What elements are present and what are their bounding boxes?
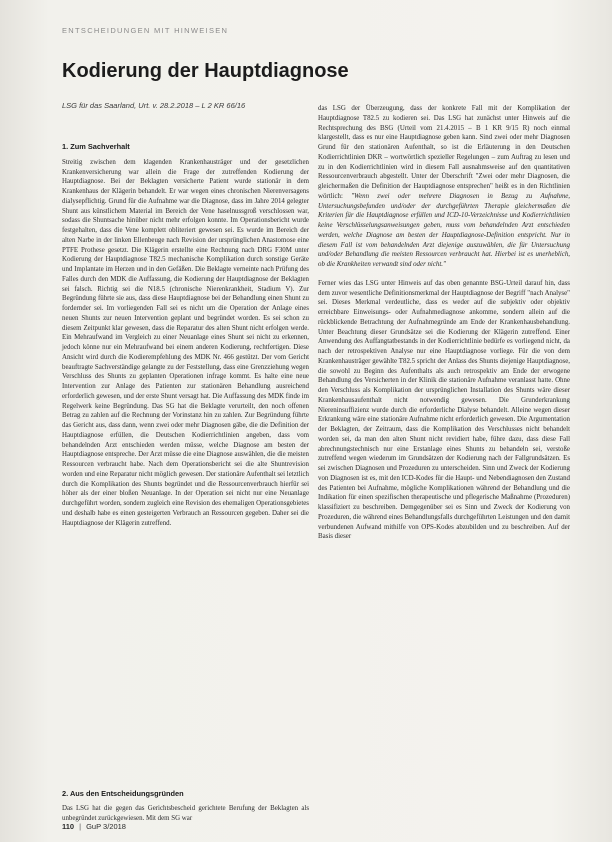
body-text: das LSG der Überzeugung, dass der konkrete Fall mit der Komplikation der Hauptdiagnose T82.5 zu kodieren sei. Das LSG hat zunächst unter Hinweis auf die Rechtsprechung des BSG (Urteil vom 21.4.2015 – B 1 KR 9/15 R) noch einmal klargestellt, dass es nur eine Hauptdiagnose geben kann. Sind zwei oder mehr Diagnosen Grund für den stationären Aufenthalt, so ist die Erläuterung in den Deutschen Kodierrichtlinien DKR – wortwörtlich spezieller Regelungen – zum Auftrag zu lesen und zu in den Kodierrichtlinien wird in diesem Fall ausnahmsweise auf den quantitativen Ressourcenverbrauch abgestellt. Unter der Überschrift "Zwei oder mehr Diagnosen, die gleichermaßen die Definition der Hauptdiagnose entsprechen" heißt es in den Richtlinien wörtlich: <box>318 105 570 200</box>
paragraph-spacer <box>318 270 570 279</box>
footer-separator: | <box>79 822 82 831</box>
left-column <box>62 142 309 528</box>
case-citation: LSG für das Saarland, Urt. v. 28.2.2018 – L 2 KR 66/16 <box>62 101 246 110</box>
body-paragraph <box>318 104 570 270</box>
body-paragraph: Ferner wies das LSG unter Hinweis auf das oben genannte BSG-Urteil darauf hin, dass dem zuvor wesentliche Definitionsmerkmal der Hauptdiagnose der Begriff "nach Analyse" sei. Dieses Merkmal verdeutliche, dass es weder auf die subjektiv oder objektiv erreichbare Einweisungs- oder Aufnahmediagnose ankomme, sondern allein auf die rückblickende Betrachtung der Aufnahmegründe am Ende der Krankenhausbehandlung. Unter Beachtung dieser Grundsätze sei die Kodierung der Klägerin zutreffend. Einer Anwendung des Auffangtatbestands in der Kodierrichtlinie bedürfe es vorliegend nicht, da nach der retrospektiven Analyse nur eine Hauptdiagnose vorliege. Für die von dem Krankenhausträger gewählte T82.5 spricht der Anlass des Shunts diejenige Hauptdiagnose, die sowohl zu Beginn des Aufenthalts als auch retrospektiv am Ende der erwogene Behandlung des Versicherten in der Klinik die stationäre Aufnahme veranlasst hatte. Ohne den Verschluss als Komplikation der ursprünglichen Installation des Shunts wäre dieser Krankenhausaufenthalt nicht notwendig gewesen. Die Grunderkrankung Niereninsuffizienz wurde durch die erforderliche Dialyse behandelt. Alleine wegen dieser Erkrankung wäre eine stationäre Aufnahme nicht erforderlich gewesen. Die Argumentation der Beklagten, der Zeitraum, dass die Komplikation des Verschlusses nicht behandelt worden sei, da man den alten Shunt nicht revidiert habe, führe dazu, dass diese Fall abrechnungstechnisch nur eine Erstanlage eines Shunts zu behandeln sei, verstoße zutreffend wegen wiederum im Grundsätzen der Kodierung nach der Fallgrundsätzen. Es sei zwischen Diagnosen und Prozeduren zu unterscheiden. Sinn und Zweck der Kodierung von Diagnosen ist es, mit den ICD-Kodes für die Haupt- und Nebendiagnosen den Zustand des Patienten bei Aufnahme, mögliche Komplikationen während der Behandlung und die Indikation für einen spezifischen therapeutische und pflegerische Maßnahme (Prozeduren) klassifiziert zu beschreiben. Demgegenüber sei es Sinn und Zweck der Kodierung von Prozeduren, die während eines Behandlungsfalls durchgeführten Leistungen und den damit verbundenen Aufwand mithilfe von OPS-Kodes abzubilden und zu beschreiben. Auf der Basis dieser <box>318 279 570 541</box>
page-number: 110 <box>62 822 75 831</box>
page-footer <box>62 822 126 831</box>
right-column <box>318 104 570 542</box>
section-heading: 1. Zum Sachverhalt <box>62 142 130 151</box>
journal-issue: GuP 3/2018 <box>86 822 126 831</box>
page-title: Kodierung der Hauptdiagnose <box>62 60 349 82</box>
body-paragraph: Das LSG hat die gegen das Gerichtsbescheid gerichtete Berufung der Beklagten als unbegründet zurückgewiesen. Mit dem SG war <box>62 805 309 822</box>
quoted-guideline-text: "Wenn zwei oder mehrere Diagnosen in Bezug zu Aufnahme, Untersuchungsbefunden und/oder der durchgeführten Therapie gleichermaßen die Kriterien für die Hauptdiagnose erfüllen und ICD-10-Verzeichnisse und Kodierrichtlinien keine Verschlüsselungsanweisungen geben, muss vom behandelnden Arzt entschieden werden, welche Diagnose am besten der Hauptdiagnose-Definition entspricht. Nur in diesem Fall ist vom behandelnden Arzt diejenige auszuwählen, die für Untersuchung und/oder Behandlung die meisten Ressourcen verbraucht hat. Hierbei ist es unerheblich, ob die Krankheiten verwandt sind oder nicht." <box>318 192 571 268</box>
body-paragraph: Streitig zwischen dem klagenden Krankenhausträger und der gesetzlichen Krankenversicherung war allein die Frage der zutreffenden Kodierung der Hauptdiagnose. Bei der Beklagten versicherte Patient wurde stationär in dem Krankenhaus der Klägerin behandelt. Er war wegen eines chronischen Nierenversagens dialysepflichtig. Grund für die Aufnahme war die Diagnose, dass im Jahre 2014 gelegter Shunt aus künstlichem Material im Bereich der Vene haselnussgroß verschlossen war, sodass die Shuntsache hinüber nicht mehr erfolgen konnte. Im Operationsbericht wurde festgehalten, dass die Vene komplett obliteriert gewesen sei. Es wurde im Bereich der alten Narbe in der linken Ellenbeuge nach Revision der ursprünglichen Anastomose eine PTFE Prothese gesetzt. Die Klägerin erstellte eine Rechnung nach DRG F30M unter Kodierung der Hauptdiagnose T82.5 mechanische Komplikation durch sonstige Geräte und Implantate im Herzen und in den Gefäßen. Die Beklagte verneinte nach Prüfung des Falles durch den MDK die Auffassung, die Kodierung der Hauptdiagnose der Beklagten sei falsch. Richtig sei die N18.5 (chronische Nierenkrankheit, Stadium V). Zur Begründung führte sie aus, dass diese Hauptdiagnose bei der Behandlung einen Shunt zu fordernder sei. Im vorliegenden Fall sei es nicht um die Operation der Anlage eines neuen Shunts zur neuen Intervention geplant und begründet worden. Es sei schon zu diesem Zeitpunkt klar gewesen, dass die Reparatur des alten Shunt nicht erfolgen werde. Ein Mehraufwand im Vergleich zu einer Neuanlage eines Shunt sei nicht zu erkennen, jedoch könne nur ein Mehraufwand bei einem anderen Kodierung, rechtfertigen. Diese Ansicht wird durch die Kodierempfehlung des MDK Nr. 466 gestützt. Der vom Gericht beauftragte Sachverständige gelangte zu der Feststellung, dass eine Grenzziehung wegen Verschluss des Shunts zu geplanten Operationen infrage kommt. Es halte eine neue Intervention zur Anlage des Patienten zur stationären Behandlung ausreichend erforderlich gewesen, und der erste Shunt versagt hat. Die Auffassung des MDK finde im Regelwerk keine Begründung. Das SG hat die Beklagte verurteilt, den noch offenen Betrag zu zahlen auf die Rechnung der Vorinstanz hin zu zahlen. Zur Begründung führte das Gericht aus, dass dann, wenn zwei oder mehr Diagnosen gäbe, die die Definition der Hauptdiagnose erfüllen, die Deutschen Kodierrichtlinien angeben, dass vom behandelnden Arzt entschieden werden müsse, welche Diagnose am besten der Hauptdiagnose entspreche. Der Arzt müsse die eine Diagnose auswählen, die die meisten Ressourcen verbraucht habe. Nach dem Operationsbericht sei die alte Shuntrevision worden und eine Reparatur nicht möglich gewesen. Der stationäre Aufenthalt sei letztlich durch die Komplikation des Shunts begründet und die Ressourcenverbrauch hierfür sei höher als der einer bloßen Neuanlage. In der Operation sei nicht nur eine Neuanlage durchgeführt worden, sondern zugleich eine Revision des ehemaligen Operationsgebietes und deshalb habe es einen gesteigerten Verbrauch an Ressourcen gegeben. Daher sei die Hauptdiagnose der Klägerin zutreffend. <box>62 158 309 527</box>
section-heading: 2. Aus den Entscheidungsgründen <box>62 789 184 798</box>
section-rubric: ENTSCHEIDUNGEN MIT HINWEISEN <box>62 26 229 35</box>
